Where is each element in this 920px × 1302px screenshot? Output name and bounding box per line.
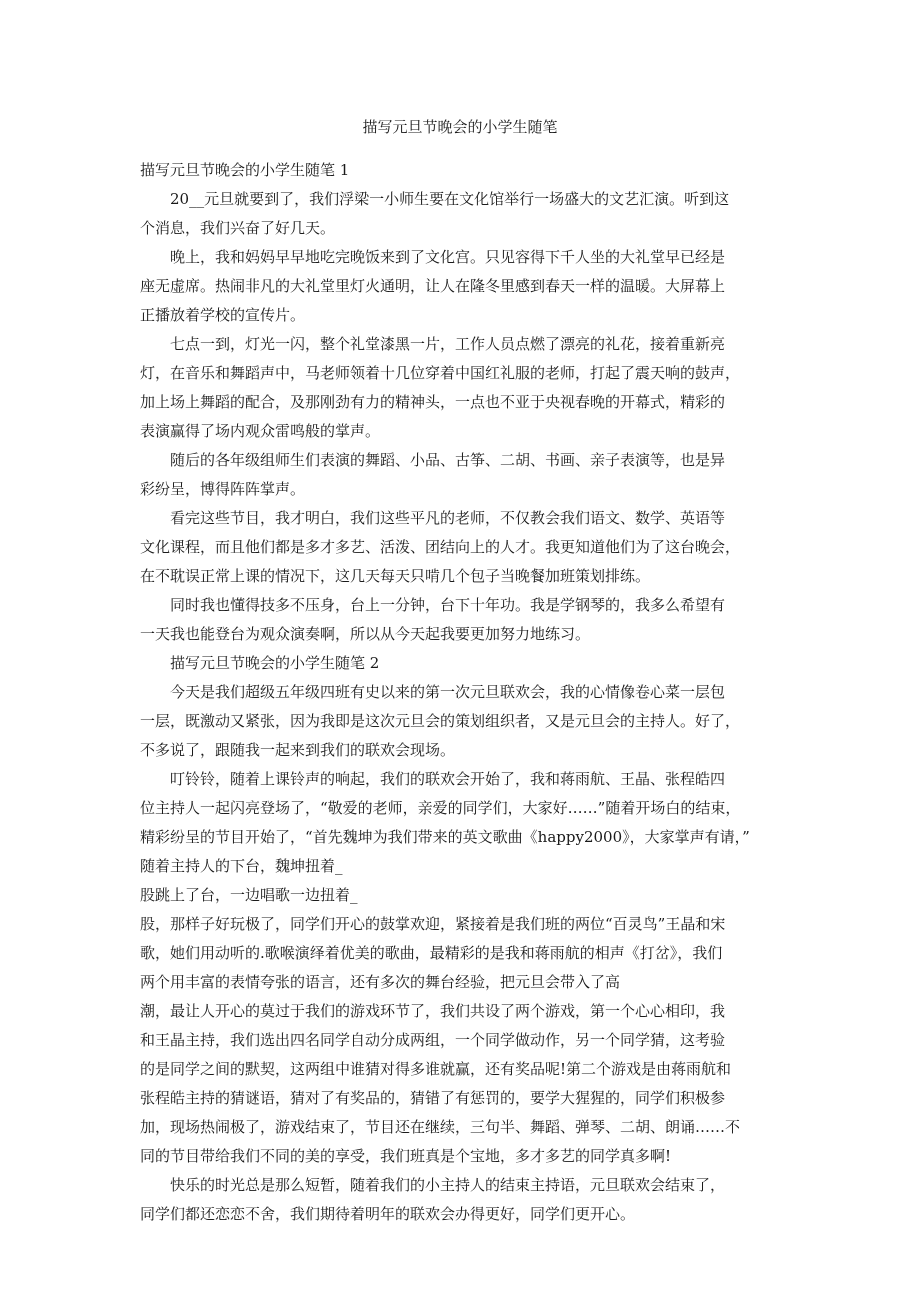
text-line: 歌，她们用动听的.歌喉演绎着优美的歌曲，最精彩的是我和蒋雨航的相声《打岔》，我们 — [140, 944, 723, 962]
text-line: 股，那样子好玩极了，同学们开心的鼓掌欢迎，紧接着是我们班的两位“百灵鸟”王晶和宋 — [140, 915, 726, 933]
text-line: 描写元旦节晚会的小学生随笔 2 — [170, 654, 380, 672]
text-line: 彩纷呈，博得阵阵掌声。 — [140, 480, 306, 498]
text-line: 和王晶主持，我们选出四名同学自动分成两组，一个同学做动作，另一个同学猜，这考验 — [140, 1031, 726, 1049]
text-line: 加，现场热闹极了，游戏结束了，节目还在继续，三句半、舞蹈、弹琴、二胡、朗诵……不 — [140, 1118, 741, 1136]
text-line: 今天是我们超级五年级四班有史以来的第一次元旦联欢会，我的心情像卷心菜一层包 — [170, 683, 726, 701]
text-line: 一天我也能登台为观众演奏啊，所以从今天起我要更加努力地练习。 — [140, 625, 591, 643]
text-line: 表演赢得了场内观众雷鸣般的掌声。 — [140, 422, 381, 440]
text-line: 潮，最让人开心的莫过于我们的游戏环节了，我们共设了两个游戏，第一个心心相印，我 — [140, 1002, 726, 1020]
text-line: 加上场上舞蹈的配合，及那刚劲有力的精神头，一点也不亚于央视春晚的开幕式，精彩的 — [140, 393, 726, 411]
text-line: 快乐的时光总是那么短暂，随着我们的小主持人的结束主持语，元旦联欢会结束了， — [170, 1176, 726, 1194]
text-line: 个消息，我们兴奋了好几天。 — [140, 219, 336, 237]
document-title: 描写元旦节晚会的小学生随笔 — [362, 118, 558, 136]
text-line: 正播放着学校的宣传片。 — [140, 306, 306, 324]
text-line: 七点一到，灯光一闪，整个礼堂漆黑一片，工作人员点燃了漂亮的礼花，接着重新亮 — [170, 335, 726, 353]
text-line: 随着主持人的下台，魏坤扭着_ — [140, 857, 343, 875]
text-line: 同学们都还恋恋不舍，我们期待着明年的联欢会办得更好，同学们更开心。 — [140, 1205, 636, 1223]
text-line: 同时我也懂得技多不压身，台上一分钟，台下十年功。我是学钢琴的，我多么希望有 — [170, 596, 726, 614]
text-line: 座无虚席。热闹非凡的大礼堂里灯火通明，让人在隆冬里感到春天一样的温暖。大屏幕上 — [140, 277, 726, 295]
text-line: 20__元旦就要到了，我们浮梁一小师生要在文化馆举行一场盛大的文艺汇演。听到这 — [170, 190, 730, 208]
text-line: 文化课程，而且他们都是多才多艺、活泼、团结向上的人才。我更知道他们为了这台晚会， — [140, 538, 741, 556]
text-line: 在不耽误正常上课的情况下，这几天每天只啃几个包子当晚餐加班策划排练。 — [140, 567, 651, 585]
text-line: 精彩纷呈的节目开始了，“首先魏坤为我们带来的英文歌曲《happy2000》，大家掌声有请，” — [140, 828, 750, 846]
text-line: 随后的各年级组师生们表演的舞蹈、小品、古筝、二胡、书画、亲子表演等，也是异 — [170, 451, 726, 469]
text-line: 描写元旦节晚会的小学生随笔 1 — [140, 161, 350, 179]
text-line: 晚上，我和妈妈早早地吃完晚饭来到了文化宫。只见容得下千人坐的大礼堂早已经是 — [170, 248, 726, 266]
text-line: 叮铃铃，随着上课铃声的响起，我们的联欢会开始了，我和蒋雨航、王晶、张程皓四 — [170, 770, 726, 788]
text-line: 的是同学之间的默契，这两组中谁猜对得多谁就赢，还有奖品呢!第二个游戏是由蒋雨航和 — [140, 1060, 732, 1078]
text-line: 股跳上了台，一边唱歌一边扭着_ — [140, 886, 358, 904]
text-line: 两个用丰富的表情夸张的语言，还有多次的舞台经验，把元旦会带入了高 — [140, 973, 621, 991]
text-line: 张程皓主持的猜谜语，猜对了有奖品的，猜错了有惩罚的，要学大猩猩的，同学们积极参 — [140, 1089, 726, 1107]
document-body — [140, 156, 785, 1229]
text-line: 不多说了，跟随我一起来到我们的联欢会现场。 — [140, 741, 456, 759]
text-line: 同的节目带给我们不同的美的享受，我们班真是个宝地，多才多艺的同学真多啊! — [140, 1147, 672, 1165]
text-line: 位主持人一起闪亮登场了，“敬爱的老师，亲爱的同学们，大家好……”随着开场白的结束， — [140, 799, 741, 817]
text-line: 一层，既激动又紧张，因为我即是这次元旦会的策划组织者，又是元旦会的主持人。好了， — [140, 712, 741, 730]
text-line: 看完这些节目，我才明白，我们这些平凡的老师，不仅教会我们语文、数学、英语等 — [170, 509, 726, 527]
text-line: 灯，在音乐和舞蹈声中，马老师领着十几位穿着中国红礼服的老师，打起了震天响的鼓声， — [140, 364, 741, 382]
